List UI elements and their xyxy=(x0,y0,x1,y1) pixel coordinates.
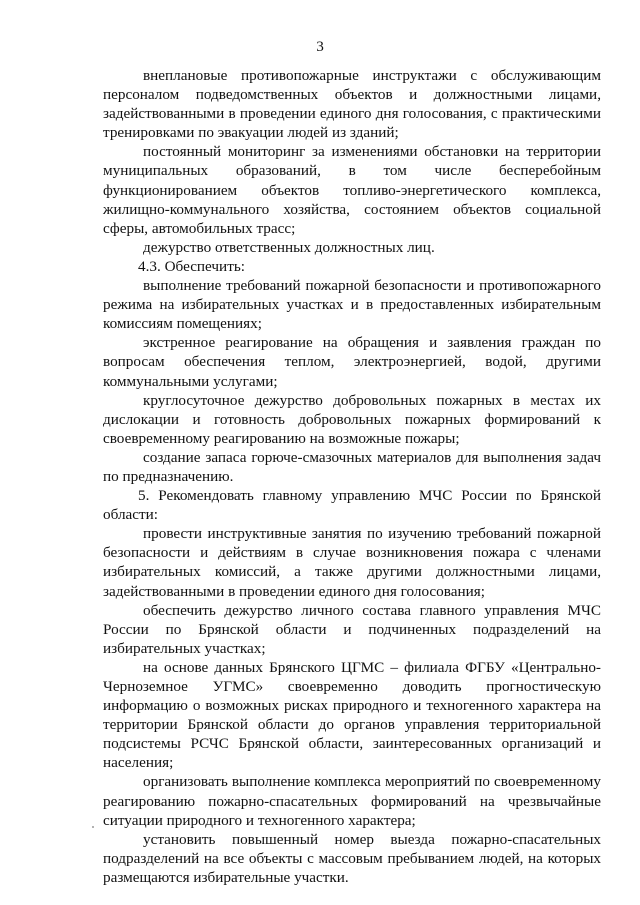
paragraph-forecast-info: на основе данных Брянского ЦГМС – филиала ФГБУ «Центрально-Черноземное УГМС» своевременно доводить прогностическую информацию о возможных рисках природного и техногенного характера на территории Брянской области до органов управления территориальной подсистемы РСЧС Брянской области, заинтересованных организаций и населения; xyxy=(103,658,601,772)
paragraph-fuel-reserve: создание запаса горюче-смазочных материалов для выполнения задач по предназначению. xyxy=(103,448,601,485)
paragraph-mchs-duty: обеспечить дежурство личного состава главного управления МЧС России по Брянской области и подчиненных подразделений на избирательных участках; xyxy=(103,601,601,657)
paragraph-duty-officials: дежурство ответственных должностных лиц. xyxy=(143,238,435,256)
paragraph-emergency-response: экстренное реагирование на обращения и заявления граждан по вопросам обеспечения теплом, электроэнергией, водой, другими коммунальными услугами; xyxy=(103,334,601,390)
section-heading-5: 5. Рекомендовать главному управлению МЧС России по Брянской области: xyxy=(103,487,601,524)
paragraph-dispatch-number: установить повышенный номер выезда пожарно-спасательных подразделений на все объекты с массовым пребыванием людей, на которых размещаются избирательные участки. xyxy=(103,830,601,886)
section-heading-4-3: 4.3. Обеспечить: xyxy=(138,257,245,275)
paragraph-fire-safety-requirements: выполнение требований пожарной безопасности и противопожарного режима на избирательных участках и в предоставленных избирательным комиссиям помещениях; xyxy=(103,277,601,333)
scan-speck xyxy=(92,826,94,828)
paragraph-volunteer-duty: круглосуточное дежурство добровольных пожарных в местах их дислокации и готовность добровольных пожарных формирований к своевременному реагированию на возможные пожары; xyxy=(103,391,601,447)
paragraph-monitoring: постоянный мониторинг за изменениями обстановки на территории муниципальных образований, в том числе бесперебойным функционированием объектов топливо-энергетического комплекса, жилищно-коммунального хозяйства, состоянием объектов социальной сферы, автомобильных трасс; xyxy=(103,143,601,237)
document-body xyxy=(103,66,601,887)
paragraph-response-measures: организовать выполнение комплекса мероприятий по своевременному реагированию пожарно-спасательных формирований на чрезвычайные ситуации природного и техногенного характера; xyxy=(103,773,601,829)
paragraph-instruction-sessions: провести инструктивные занятия по изучению требований пожарной безопасности и действиям в случае возникновения пожара с членами избирательных комиссий, а также другими должностными лицами, задействованными в проведении единого дня голосования; xyxy=(103,525,601,600)
paragraph-fire-briefings: внеплановые противопожарные инструктажи с обслуживающим персоналом подведомственных объектов и должностными лицами, задействованными в проведении единого дня голосования, с практическими тренировками по эвакуации людей из зданий; xyxy=(103,67,601,142)
page-number: 3 xyxy=(316,38,324,55)
